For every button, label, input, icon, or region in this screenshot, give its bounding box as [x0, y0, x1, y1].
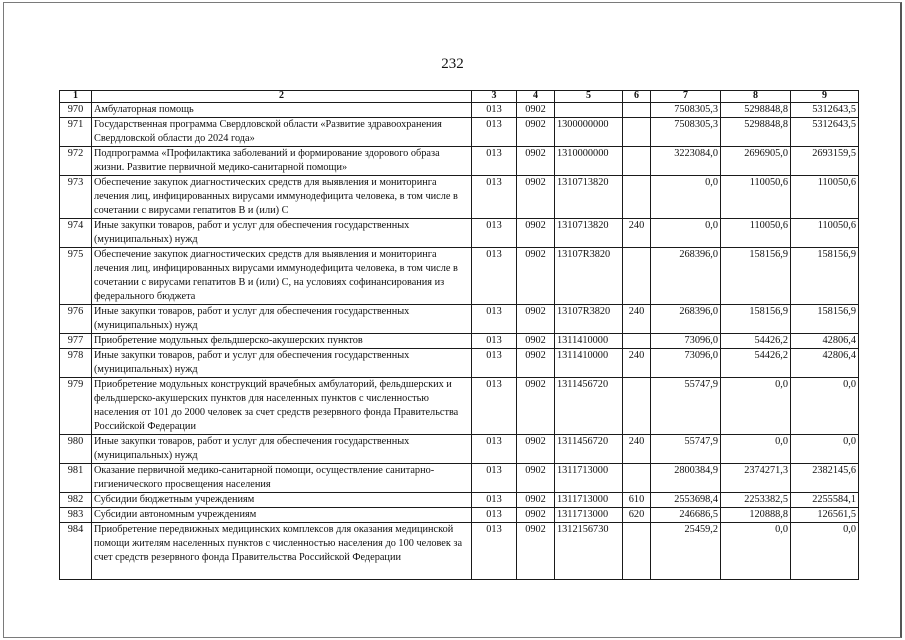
row-number: 973 — [60, 176, 92, 219]
row-admin-code: 013 — [472, 248, 517, 305]
row-target-code: 13107R3820 — [555, 248, 623, 305]
row-number: 979 — [60, 378, 92, 435]
row-name: Оказание первичной медико-санитарной помощи, осуществление санитарно-гигиенического просвещения населения — [92, 464, 472, 493]
page-number: 232 — [441, 56, 464, 72]
row-target-code: 1311713000 — [555, 508, 623, 523]
row-value-9: 2382145,6 — [791, 464, 859, 493]
row-target-code: 13107R3820 — [555, 305, 623, 334]
row-section-code: 0902 — [517, 248, 555, 305]
row-value-7: 73096,0 — [651, 349, 721, 378]
header-col-9: 9 — [791, 91, 859, 103]
row-value-7: 268396,0 — [651, 248, 721, 305]
table-row — [60, 508, 859, 523]
row-value-8: 0,0 — [721, 523, 791, 580]
row-section-code: 0902 — [517, 464, 555, 493]
row-number: 970 — [60, 103, 92, 118]
row-value-9: 126561,5 — [791, 508, 859, 523]
table-row — [60, 493, 859, 508]
row-value-9: 42806,4 — [791, 349, 859, 378]
row-number: 976 — [60, 305, 92, 334]
row-section-code: 0902 — [517, 305, 555, 334]
header-col-1: 1 — [60, 91, 92, 103]
row-target-code: 1300000000 — [555, 118, 623, 147]
row-section-code: 0902 — [517, 176, 555, 219]
row-admin-code: 013 — [472, 464, 517, 493]
row-value-7: 246686,5 — [651, 508, 721, 523]
row-value-9: 158156,9 — [791, 305, 859, 334]
row-value-8: 2253382,5 — [721, 493, 791, 508]
row-value-7: 25459,2 — [651, 523, 721, 580]
row-expense-type: 620 — [623, 508, 651, 523]
row-expense-type: 240 — [623, 305, 651, 334]
row-value-7: 55747,9 — [651, 378, 721, 435]
row-value-8: 5298848,8 — [721, 103, 791, 118]
header-col-6: 6 — [623, 91, 651, 103]
row-expense-type — [623, 334, 651, 349]
row-value-7: 0,0 — [651, 219, 721, 248]
row-expense-type — [623, 176, 651, 219]
row-value-9: 158156,9 — [791, 248, 859, 305]
row-section-code: 0902 — [517, 147, 555, 176]
table-row — [60, 219, 859, 248]
row-value-9: 110050,6 — [791, 219, 859, 248]
row-value-7: 7508305,3 — [651, 103, 721, 118]
header-col-7: 7 — [651, 91, 721, 103]
row-value-9: 42806,4 — [791, 334, 859, 349]
row-number: 974 — [60, 219, 92, 248]
row-admin-code: 013 — [472, 219, 517, 248]
row-number: 984 — [60, 523, 92, 580]
row-value-9: 2255584,1 — [791, 493, 859, 508]
row-target-code — [555, 103, 623, 118]
row-target-code: 1310713820 — [555, 219, 623, 248]
row-target-code: 1311456720 — [555, 435, 623, 464]
row-number: 971 — [60, 118, 92, 147]
row-value-9: 0,0 — [791, 523, 859, 580]
row-value-9: 5312643,5 — [791, 118, 859, 147]
row-value-7: 73096,0 — [651, 334, 721, 349]
row-expense-type — [623, 464, 651, 493]
row-admin-code: 013 — [472, 118, 517, 147]
row-target-code: 1311456720 — [555, 378, 623, 435]
row-expense-type — [623, 118, 651, 147]
table-body — [60, 103, 859, 580]
row-value-8: 0,0 — [721, 378, 791, 435]
table-row — [60, 378, 859, 435]
row-section-code: 0902 — [517, 493, 555, 508]
row-name: Субсидии автономным учреждениям — [92, 508, 472, 523]
row-number: 982 — [60, 493, 92, 508]
row-admin-code: 013 — [472, 176, 517, 219]
row-value-8: 2696905,0 — [721, 147, 791, 176]
table-row — [60, 176, 859, 219]
row-value-8: 158156,9 — [721, 305, 791, 334]
header-row — [60, 91, 859, 103]
row-value-7: 2553698,4 — [651, 493, 721, 508]
row-value-7: 55747,9 — [651, 435, 721, 464]
header-col-4: 4 — [517, 91, 555, 103]
table-header — [60, 91, 859, 103]
row-number: 981 — [60, 464, 92, 493]
row-value-7: 3223084,0 — [651, 147, 721, 176]
row-value-8: 54426,2 — [721, 334, 791, 349]
row-admin-code: 013 — [472, 523, 517, 580]
row-name: Государственная программа Свердловской области «Развитие здравоохранения Свердловской области до 2024 года» — [92, 118, 472, 147]
header-col-8: 8 — [721, 91, 791, 103]
row-value-9: 0,0 — [791, 378, 859, 435]
row-name: Иные закупки товаров, работ и услуг для обеспечения государственных (муниципальных) нужд — [92, 305, 472, 334]
row-admin-code: 013 — [472, 349, 517, 378]
row-section-code: 0902 — [517, 103, 555, 118]
row-value-8: 120888,8 — [721, 508, 791, 523]
row-value-8: 110050,6 — [721, 176, 791, 219]
row-value-7: 0,0 — [651, 176, 721, 219]
budget-table — [59, 90, 859, 580]
row-value-7: 7508305,3 — [651, 118, 721, 147]
row-expense-type: 240 — [623, 219, 651, 248]
table-row — [60, 147, 859, 176]
row-value-8: 54426,2 — [721, 349, 791, 378]
header-col-5: 5 — [555, 91, 623, 103]
row-admin-code: 013 — [472, 508, 517, 523]
row-target-code: 1310000000 — [555, 147, 623, 176]
row-value-9: 5312643,5 — [791, 103, 859, 118]
row-expense-type: 240 — [623, 435, 651, 464]
table-row — [60, 305, 859, 334]
row-name: Подпрограмма «Профилактика заболеваний и формирование здорового образа жизни. Развитие первичной медико-санитарной помощи» — [92, 147, 472, 176]
row-expense-type — [623, 523, 651, 580]
table-row — [60, 248, 859, 305]
row-section-code: 0902 — [517, 435, 555, 464]
row-value-9: 0,0 — [791, 435, 859, 464]
row-name: Приобретение модульных фельдшерско-акушерских пунктов — [92, 334, 472, 349]
row-number: 975 — [60, 248, 92, 305]
table-row — [60, 103, 859, 118]
table-row — [60, 334, 859, 349]
row-expense-type: 240 — [623, 349, 651, 378]
row-section-code: 0902 — [517, 378, 555, 435]
row-value-8: 158156,9 — [721, 248, 791, 305]
row-target-code: 1312156730 — [555, 523, 623, 580]
row-value-8: 0,0 — [721, 435, 791, 464]
row-section-code: 0902 — [517, 523, 555, 580]
row-target-code: 1311713000 — [555, 493, 623, 508]
table-row — [60, 435, 859, 464]
row-value-9: 2693159,5 — [791, 147, 859, 176]
row-expense-type — [623, 147, 651, 176]
row-admin-code: 013 — [472, 103, 517, 118]
row-name: Обеспечение закупок диагностических средств для выявления и мониторинга лечения лиц, инфицированных вирусами иммунодефицита человека, в том числе в сочетании с вирусами гепатитов В и (или) С, на условиях софинансирования из федерального бюджета — [92, 248, 472, 305]
row-expense-type — [623, 248, 651, 305]
row-section-code: 0902 — [517, 508, 555, 523]
row-value-8: 5298848,8 — [721, 118, 791, 147]
row-expense-type — [623, 103, 651, 118]
row-admin-code: 013 — [472, 378, 517, 435]
row-section-code: 0902 — [517, 219, 555, 248]
row-admin-code: 013 — [472, 147, 517, 176]
row-value-9: 110050,6 — [791, 176, 859, 219]
table-row — [60, 523, 859, 580]
table-row — [60, 349, 859, 378]
row-section-code: 0902 — [517, 118, 555, 147]
row-value-8: 110050,6 — [721, 219, 791, 248]
row-number: 977 — [60, 334, 92, 349]
row-name: Иные закупки товаров, работ и услуг для обеспечения государственных (муниципальных) нужд — [92, 349, 472, 378]
row-name: Приобретение передвижных медицинских комплексов для оказания медицинской помощи жителям населенных пунктов с численностью населения до 100 человек за счет средств резервного фонда Правительства Российской Федерации — [92, 523, 472, 580]
row-admin-code: 013 — [472, 435, 517, 464]
row-name: Субсидии бюджетным учреждениям — [92, 493, 472, 508]
row-expense-type: 610 — [623, 493, 651, 508]
row-admin-code: 013 — [472, 334, 517, 349]
header-col-3: 3 — [472, 91, 517, 103]
row-expense-type — [623, 378, 651, 435]
row-number: 972 — [60, 147, 92, 176]
row-target-code: 1311410000 — [555, 349, 623, 378]
row-name: Приобретение модульных конструкций врачебных амбулаторий, фельдшерских и фельдшерско-акушерских пунктов для населенных пунктов с численностью населения от 101 до 2000 человек за счет средств резервного фонда Правительства Российской Федерации — [92, 378, 472, 435]
row-admin-code: 013 — [472, 493, 517, 508]
row-name: Обеспечение закупок диагностических средств для выявления и мониторинга лечения лиц, инфицированных вирусами иммунодефицита человека, в том числе в сочетании с вирусами гепатитов В и (или) С — [92, 176, 472, 219]
header-col-2: 2 — [92, 91, 472, 103]
row-number: 983 — [60, 508, 92, 523]
row-number: 978 — [60, 349, 92, 378]
row-value-8: 2374271,3 — [721, 464, 791, 493]
row-target-code: 1310713820 — [555, 176, 623, 219]
row-number: 980 — [60, 435, 92, 464]
row-section-code: 0902 — [517, 334, 555, 349]
row-name: Амбулаторная помощь — [92, 103, 472, 118]
row-value-7: 2800384,9 — [651, 464, 721, 493]
row-admin-code: 013 — [472, 305, 517, 334]
table-row — [60, 464, 859, 493]
row-target-code: 1311713000 — [555, 464, 623, 493]
row-value-7: 268396,0 — [651, 305, 721, 334]
row-target-code: 1311410000 — [555, 334, 623, 349]
row-name: Иные закупки товаров, работ и услуг для обеспечения государственных (муниципальных) нужд — [92, 435, 472, 464]
row-name: Иные закупки товаров, работ и услуг для обеспечения государственных (муниципальных) нужд — [92, 219, 472, 248]
row-section-code: 0902 — [517, 349, 555, 378]
table-row — [60, 118, 859, 147]
